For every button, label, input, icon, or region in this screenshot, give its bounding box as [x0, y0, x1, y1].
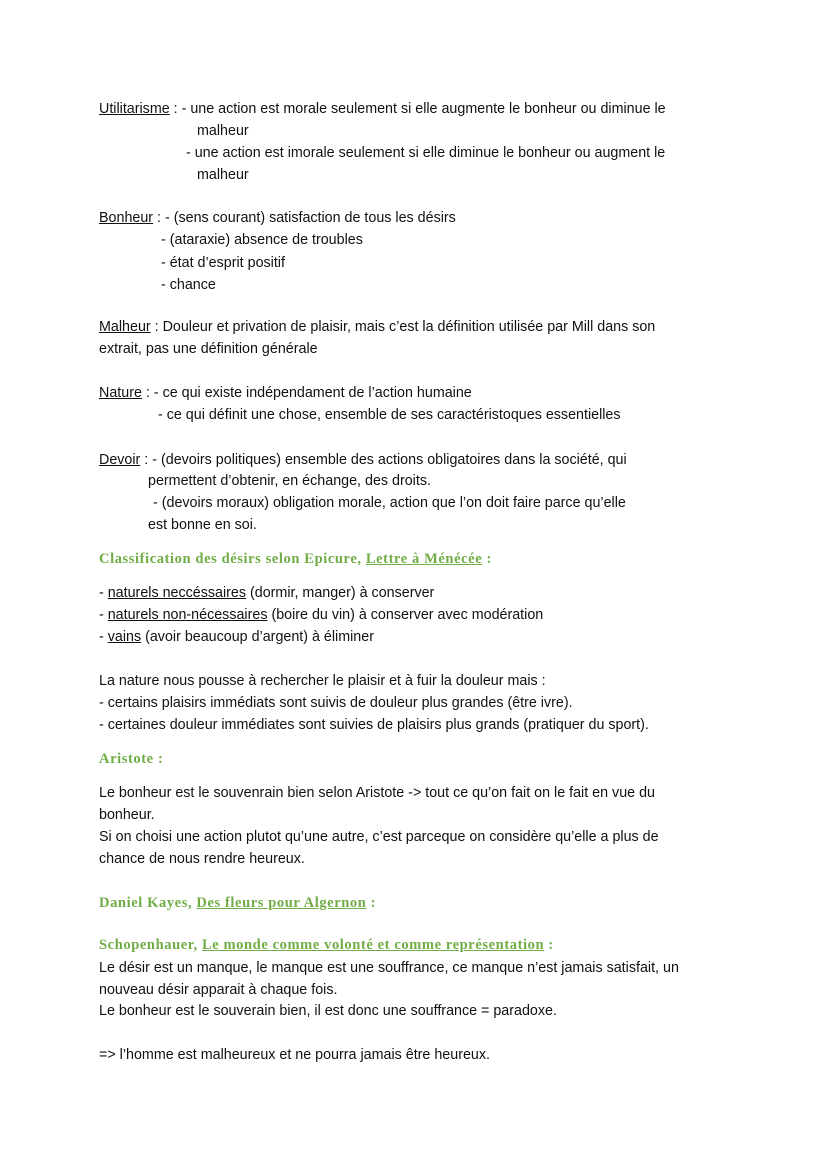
- heading-epicure: Classification des désirs selon Epicure, Lettre à Ménécée :: [99, 551, 492, 567]
- definition-line: - (ataraxie) absence de troubles: [161, 232, 363, 248]
- heading-kayes: Daniel Kayes, Des fleurs pour Algernon :: [99, 895, 377, 911]
- definition-line: Bonheur : - (sens courant) satisfaction de tous les désirs: [99, 210, 456, 226]
- definition-line: Malheur : Douleur et privation de plaisir, mais c’est la définition utilisée par Mill dans son: [99, 319, 656, 335]
- definition-line: Utilitarisme : - une action est morale seulement si elle augmente le bonheur ou diminue le: [99, 101, 666, 117]
- definition-line: Devoir : - (devoirs politiques) ensemble des actions obligatoires dans la société, qui: [99, 452, 627, 468]
- term-nature: Nature: [99, 385, 142, 401]
- term-utilitarisme: Utilitarisme: [99, 101, 170, 117]
- list-item: - naturels non-nécessaires (boire du vin) à conserver avec modération: [99, 607, 544, 623]
- paragraph-line: - certaines douleur immédiates sont suivies de plaisirs plus grands (pratiquer du sport).: [99, 717, 649, 733]
- definition-line: malheur: [197, 123, 249, 139]
- work-title: Des fleurs pour Algernon: [196, 895, 367, 911]
- conclusion-line: => l’homme est malheureux et ne pourra jamais être heureux.: [99, 1047, 490, 1063]
- paragraph-line: - certains plaisirs immédiats sont suivis de douleur plus grandes (être ivre).: [99, 695, 573, 711]
- paragraph-line: chance de nous rendre heureux.: [99, 851, 305, 867]
- definition-line: - état d’esprit positif: [161, 255, 285, 271]
- paragraph-line: La nature nous pousse à rechercher le plaisir et à fuir la douleur mais :: [99, 673, 546, 689]
- definition-line: - (devoirs moraux) obligation morale, action que l’on doit faire parce qu’elle: [153, 495, 626, 511]
- definition-line: - ce qui définit une chose, ensemble de ses caractéristoques essentielles: [158, 407, 621, 423]
- definition-line: - une action est imorale seulement si elle diminue le bonheur ou augment le: [186, 145, 666, 161]
- definition-line: permettent d’obtenir, en échange, des droits.: [148, 473, 431, 489]
- definition-line: extrait, pas une définition générale: [99, 341, 318, 357]
- list-item: - vains (avoir beaucoup d’argent) à éliminer: [99, 629, 374, 645]
- term-malheur: Malheur: [99, 319, 151, 335]
- paragraph-line: Le bonheur est le souverain bien, il est donc une souffrance = paradoxe.: [99, 1003, 557, 1019]
- definition-line: - chance: [161, 277, 216, 293]
- list-item: - naturels neccéssaires (dormir, manger) à conserver: [99, 585, 435, 601]
- heading-aristote: Aristote :: [99, 751, 164, 767]
- term-bonheur: Bonheur: [99, 210, 154, 226]
- heading-schopenhauer: Schopenhauer, Le monde comme volonté et comme représentation :: [99, 937, 554, 953]
- term-devoir: Devoir: [99, 452, 141, 468]
- work-title: Lettre à Ménécée: [365, 551, 483, 567]
- paragraph-line: Le désir est un manque, le manque est une souffrance, ce manque n’est jamais satisfait, un: [99, 960, 679, 976]
- definition-line: est bonne en soi.: [148, 517, 257, 533]
- paragraph-line: Le bonheur est le souvenrain bien selon Aristote -> tout ce qu’on fait on le fait en vue du: [99, 785, 655, 801]
- definition-line: Nature : - ce qui existe indépendament de l’action humaine: [99, 385, 472, 401]
- paragraph-line: Si on choisi une action plutot qu’une autre, c’est parceque on considère qu’elle a plus de: [99, 829, 659, 845]
- paragraph-line: bonheur.: [99, 807, 155, 823]
- definition-line: malheur: [197, 167, 249, 183]
- paragraph-line: nouveau désir apparait à chaque fois.: [99, 982, 338, 998]
- work-title: Le monde comme volonté et comme représentation: [201, 937, 545, 953]
